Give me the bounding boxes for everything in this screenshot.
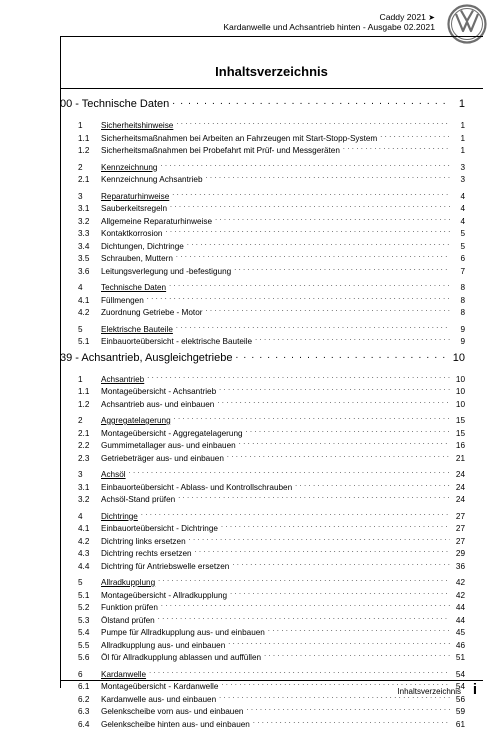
- dot-leader: [187, 240, 450, 249]
- dot-leader: [205, 306, 450, 315]
- toc-title: Achsantrieb aus- und einbauen: [101, 400, 214, 411]
- toc-entry-row[interactable]: [60, 560, 465, 573]
- toc-title: Sicherheitsmaßnahmen bei Arbeiten an Fahrzeugen mit Start-Stopp-System: [101, 134, 377, 145]
- toc-number: 5.1: [60, 591, 101, 602]
- toc-chapter-row[interactable]: [60, 323, 465, 336]
- toc-title: Montageübersicht - Aggregatelagerung: [101, 429, 243, 440]
- toc-chapter-row[interactable]: [60, 190, 465, 203]
- toc-page-number: 46: [453, 641, 465, 652]
- toc-title: Leitungsverlegung und -befestigung: [101, 267, 231, 278]
- toc-chapter-row[interactable]: [60, 576, 465, 589]
- toc-entry-row[interactable]: [60, 215, 465, 228]
- toc-divider: [60, 88, 483, 89]
- dot-leader: [230, 589, 450, 598]
- toc-title: Füllmengen: [101, 296, 144, 307]
- toc-number: 3.3: [60, 229, 101, 240]
- toc-number: 5.2: [60, 603, 101, 614]
- toc-number: 3: [60, 470, 101, 481]
- toc-title: Öl für Allradkupplung ablassen und auffüllen: [101, 653, 261, 664]
- toc-entry-row[interactable]: [60, 398, 465, 411]
- toc-title: Dichtringe: [101, 512, 138, 523]
- toc-page-number: 27: [453, 537, 465, 548]
- dot-leader: [295, 481, 450, 490]
- header-subtitle: Kardanwelle und Achsantrieb hinten - Ausgabe 02.2021: [223, 22, 435, 32]
- dot-leader: [174, 414, 450, 423]
- toc-title: Sicherheitshinweise: [101, 121, 173, 132]
- dot-leader: [169, 281, 450, 290]
- dot-leader: [176, 252, 450, 261]
- dot-leader: [232, 560, 450, 569]
- toc-title: Schrauben, Muttern: [101, 254, 173, 265]
- toc-page-number: 61: [453, 720, 465, 730]
- toc-title: Sauberkeitsregeln: [101, 204, 167, 215]
- toc-title: Gelenkscheibe hinten aus- und einbauen: [101, 720, 250, 730]
- toc-number: 1.1: [60, 134, 101, 145]
- toc-number: 5: [60, 325, 101, 336]
- toc-number: 6: [60, 670, 101, 681]
- toc-title: Dichtring links ersetzen: [101, 537, 186, 548]
- footer-label: Inhaltsverzeichnis: [397, 687, 461, 697]
- toc-title: Einbauorteübersicht - Ablass- und Kontrollschrauben: [101, 483, 292, 494]
- toc-number: 5.5: [60, 641, 101, 652]
- dot-leader: [129, 468, 450, 477]
- dot-leader: [264, 651, 450, 660]
- toc-page-number: 4: [453, 204, 465, 215]
- toc-title: 39 - Achsantrieb, Ausgleichgetriebe: [60, 351, 232, 365]
- toc-number: 2.1: [60, 175, 101, 186]
- header-divider: [60, 36, 483, 37]
- toc-title: Elektrische Bauteile: [101, 325, 173, 336]
- toc-entry-row[interactable]: [60, 144, 465, 157]
- toc-title: Kardanwelle aus- und einbauen: [101, 695, 216, 706]
- toc-section-row[interactable]: [60, 351, 465, 369]
- dot-leader: [219, 385, 450, 394]
- dot-leader: [234, 265, 450, 274]
- toc-number: 4.4: [60, 562, 101, 573]
- toc-title: Allgemeine Reparaturhinweise: [101, 217, 212, 228]
- toc-title: Zuordnung Getriebe - Motor: [101, 308, 202, 319]
- toc-title: Dichtring für Antriebswelle ersetzen: [101, 562, 229, 573]
- dot-leader: [160, 161, 450, 170]
- arrow-right-icon: ➤: [428, 13, 435, 22]
- dot-leader: [161, 601, 450, 610]
- toc-number: 2.2: [60, 441, 101, 452]
- vw-logo: [447, 4, 487, 44]
- toc-title: Gummimetallager aus- und einbauen: [101, 441, 236, 452]
- dot-leader: [147, 373, 450, 382]
- toc-page-number: 8: [453, 296, 465, 307]
- toc-number: 1.1: [60, 387, 101, 398]
- toc-title: Aggregatelagerung: [101, 416, 171, 427]
- dot-leader: [158, 576, 450, 585]
- dot-leader: [217, 398, 450, 407]
- dot-leader: [165, 227, 450, 236]
- toc-number: 5: [60, 578, 101, 589]
- toc-title: Einbauorteübersicht - Dichtringe: [101, 524, 218, 535]
- toc-title: Kardanwelle: [101, 670, 146, 681]
- toc-number: 4: [60, 283, 101, 294]
- toc-page-number: 24: [453, 495, 465, 506]
- toc-page-number: 56: [453, 695, 465, 706]
- toc-number: 4.1: [60, 524, 101, 535]
- dot-leader: [176, 323, 450, 332]
- toc-page-number: 44: [453, 603, 465, 614]
- toc-number: 3.5: [60, 254, 101, 265]
- toc-page-number: 10: [453, 351, 465, 365]
- toc-chapter-row[interactable]: [60, 281, 465, 294]
- dot-leader: [343, 144, 450, 153]
- toc-page-number: 10: [453, 387, 465, 398]
- toc-page-number: 1: [453, 134, 465, 145]
- toc-number: 6.1: [60, 682, 101, 693]
- footer-divider: [60, 680, 483, 681]
- dot-leader: [147, 294, 450, 303]
- toc-number: 2.1: [60, 429, 101, 440]
- toc-entry-row[interactable]: [60, 265, 465, 278]
- page-title: Inhaltsverzeichnis: [60, 64, 483, 79]
- dot-leader: [141, 510, 450, 519]
- toc-page-number: 5: [453, 229, 465, 240]
- dot-leader: [268, 626, 450, 635]
- toc-page-number: 10: [453, 375, 465, 386]
- toc-page-number: 9: [453, 337, 465, 348]
- toc-chapter-row[interactable]: [60, 668, 465, 681]
- toc-page-number: 24: [453, 470, 465, 481]
- toc-number: 3.1: [60, 483, 101, 494]
- toc-entry-row[interactable]: [60, 651, 465, 664]
- toc-title: Dichtring rechts ersetzen: [101, 549, 192, 560]
- toc-title: Einbauorteübersicht - elektrische Bauteile: [101, 337, 252, 348]
- toc-entry-row[interactable]: [60, 439, 465, 452]
- toc-page-number: 27: [453, 524, 465, 535]
- dot-leader: [253, 718, 450, 727]
- toc-page-number: 45: [453, 628, 465, 639]
- toc-number: 2: [60, 163, 101, 174]
- toc-number: 5.6: [60, 653, 101, 664]
- toc-title: Ölstand prüfen: [101, 616, 155, 627]
- dot-leader: [227, 452, 450, 461]
- toc-number: 4.1: [60, 296, 101, 307]
- toc-page-number: 24: [453, 483, 465, 494]
- toc-page-number: 10: [453, 400, 465, 411]
- toc-entry-row[interactable]: [60, 481, 465, 494]
- toc-entry-row[interactable]: [60, 718, 465, 730]
- toc-entry-row[interactable]: [60, 306, 465, 319]
- toc-entry-row[interactable]: [60, 601, 465, 614]
- toc-page-number: 54: [453, 682, 465, 693]
- dot-leader: [228, 639, 450, 648]
- toc-page-number: 6: [453, 254, 465, 265]
- toc-number: 3.2: [60, 217, 101, 228]
- toc-entry-row[interactable]: [60, 639, 465, 652]
- toc-page-number: 3: [453, 175, 465, 186]
- toc-page-number: 42: [453, 591, 465, 602]
- toc-page-number: 29: [453, 549, 465, 560]
- toc-number: 3.6: [60, 267, 101, 278]
- toc-page-number: 4: [453, 192, 465, 203]
- dot-leader: [178, 493, 450, 502]
- toc-title: Allradkupplung aus- und einbauen: [101, 641, 225, 652]
- toc-page-number: 36: [453, 562, 465, 573]
- toc-page-number: 44: [453, 616, 465, 627]
- toc-number: 3.4: [60, 242, 101, 253]
- toc-number: 1.2: [60, 146, 101, 157]
- toc-entry-row[interactable]: [60, 202, 465, 215]
- toc-page-number: 15: [453, 429, 465, 440]
- toc-chapter-row[interactable]: [60, 414, 465, 427]
- toc-title: Achsantrieb: [101, 375, 144, 386]
- toc-title: Achsöl: [101, 470, 126, 481]
- toc-entry-row[interactable]: [60, 452, 465, 465]
- toc-title: Dichtungen, Dichtringe: [101, 242, 184, 253]
- toc-number: 1: [60, 375, 101, 386]
- toc-chapter-row[interactable]: [60, 119, 465, 132]
- dot-leader: [215, 215, 450, 224]
- dot-leader: [158, 614, 450, 623]
- toc-entry-row[interactable]: [60, 227, 465, 240]
- toc-title: Montageübersicht - Allradkupplung: [101, 591, 227, 602]
- toc-page-number: 21: [453, 454, 465, 465]
- dot-leader: [221, 522, 450, 531]
- toc-page-number: 7: [453, 267, 465, 278]
- toc-entry-row[interactable]: [60, 522, 465, 535]
- toc-page-number: 15: [453, 416, 465, 427]
- toc-title: Reparaturhinweise: [101, 192, 169, 203]
- toc-number: 2: [60, 416, 101, 427]
- toc-page-number: 4: [453, 217, 465, 228]
- header-model: Caddy 2021 ➤: [380, 12, 435, 23]
- toc-title: Montageübersicht - Kardanwelle: [101, 682, 218, 693]
- toc-entry-row[interactable]: [60, 626, 465, 639]
- toc-entry-row[interactable]: [60, 547, 465, 560]
- dot-leader: [170, 202, 450, 211]
- toc-page-number: 8: [453, 308, 465, 319]
- dot-leader: [235, 352, 449, 361]
- toc-entry-row[interactable]: [60, 614, 465, 627]
- dot-leader: [239, 439, 450, 448]
- toc-number: 3.1: [60, 204, 101, 215]
- toc-entry-row[interactable]: [60, 252, 465, 265]
- toc-page-number: 42: [453, 578, 465, 589]
- toc-title: Achsöl-Stand prüfen: [101, 495, 175, 506]
- toc-chapter-row[interactable]: [60, 161, 465, 174]
- toc-title: Allradkupplung: [101, 578, 155, 589]
- toc-entry-row[interactable]: [60, 427, 465, 440]
- toc-number: 1: [60, 121, 101, 132]
- toc-entry-row[interactable]: [60, 589, 465, 602]
- toc-number: 6.3: [60, 707, 101, 718]
- toc-title: Technische Daten: [101, 283, 166, 294]
- dot-leader: [255, 335, 450, 344]
- toc-page-number: 9: [453, 325, 465, 336]
- toc-number: 3: [60, 192, 101, 203]
- toc-number: 6.2: [60, 695, 101, 706]
- dot-leader: [189, 535, 450, 544]
- dot-leader: [149, 668, 450, 677]
- toc-page-number: 51: [453, 653, 465, 664]
- toc-number: 4.2: [60, 537, 101, 548]
- toc-entry-row[interactable]: [60, 385, 465, 398]
- toc-number: 2.3: [60, 454, 101, 465]
- toc-title: 00 - Technische Daten: [60, 97, 169, 111]
- footer-page-number: i: [473, 682, 477, 698]
- toc-title: Kontaktkorrosion: [101, 229, 162, 240]
- table-of-contents: [60, 94, 465, 730]
- toc-title: Montageübersicht - Achsantrieb: [101, 387, 216, 398]
- toc-title: Pumpe für Allradkupplung aus- und einbauen: [101, 628, 265, 639]
- toc-title: Kennzeichnung Achsantrieb: [101, 175, 203, 186]
- toc-chapter-row[interactable]: [60, 373, 465, 386]
- dot-leader: [380, 132, 450, 141]
- toc-number: 4: [60, 512, 101, 523]
- toc-entry-row[interactable]: [60, 294, 465, 307]
- toc-number: 4.2: [60, 308, 101, 319]
- toc-page-number: 5: [453, 242, 465, 253]
- toc-entry-row[interactable]: [60, 173, 465, 186]
- toc-entry-row[interactable]: [60, 493, 465, 506]
- toc-page-number: 1: [453, 121, 465, 132]
- toc-title: Sicherheitsmaßnahmen bei Probefahrt mit Prüf- und Messgeräten: [101, 146, 340, 157]
- toc-number: 5.3: [60, 616, 101, 627]
- toc-number: 6.4: [60, 720, 101, 730]
- dot-leader: [246, 705, 450, 714]
- toc-page-number: 1: [453, 146, 465, 157]
- dot-leader: [206, 173, 450, 182]
- toc-page-number: 27: [453, 512, 465, 523]
- toc-page-number: 1: [453, 97, 465, 111]
- toc-title: Kennzeichnung: [101, 163, 157, 174]
- toc-title: Funktion prüfen: [101, 603, 158, 614]
- toc-entry-row[interactable]: [60, 132, 465, 145]
- toc-page-number: 54: [453, 670, 465, 681]
- toc-title: Gelenkscheibe vorn aus- und einbauen: [101, 707, 243, 718]
- dot-leader: [176, 119, 450, 128]
- toc-entry-row[interactable]: [60, 705, 465, 718]
- toc-number: 5.4: [60, 628, 101, 639]
- toc-page-number: 16: [453, 441, 465, 452]
- dot-leader: [172, 190, 450, 199]
- toc-page-number: 8: [453, 283, 465, 294]
- dot-leader: [246, 427, 450, 436]
- toc-number: 3.2: [60, 495, 101, 506]
- toc-number: 5.1: [60, 337, 101, 348]
- toc-chapter-row[interactable]: [60, 468, 465, 481]
- toc-entry-row[interactable]: [60, 535, 465, 548]
- toc-entry-row[interactable]: [60, 335, 465, 348]
- toc-entry-row[interactable]: [60, 240, 465, 253]
- dot-leader: [195, 547, 450, 556]
- toc-number: 4.3: [60, 549, 101, 560]
- toc-section-row[interactable]: [60, 97, 465, 115]
- toc-chapter-row[interactable]: [60, 510, 465, 523]
- toc-page-number: 59: [453, 707, 465, 718]
- toc-page-number: 3: [453, 163, 465, 174]
- dot-leader: [172, 98, 450, 107]
- toc-number: 1.2: [60, 400, 101, 411]
- toc-title: Getriebeträger aus- und einbauen: [101, 454, 224, 465]
